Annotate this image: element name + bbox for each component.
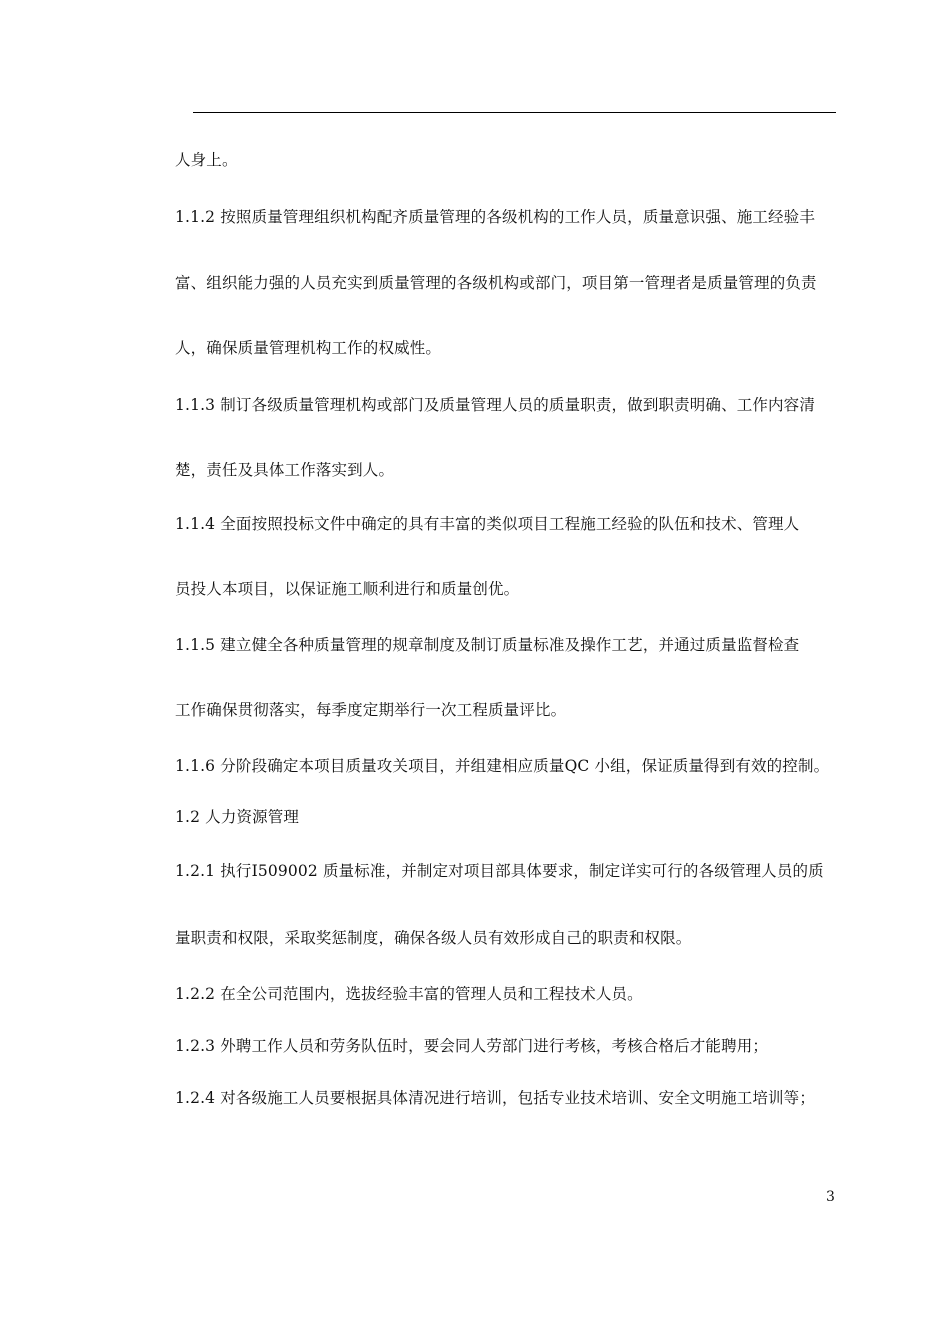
text-line: 工作确保贯彻落实，每季度定期举行一次工程质量评比。	[175, 701, 567, 719]
text-line: 1.1.5 建立健全各种质量管理的规章制度及制订质量标准及操作工艺，并通过质量监督检查	[175, 636, 800, 654]
text-line: 1.1.4 全面按照投标文件中确定的具有丰富的类似项目工程施工经验的队伍和技术、管理人	[175, 515, 800, 533]
text-line: 1.2.2 在全公司范围内，选拔经验丰富的管理人员和工程技术人员。	[175, 985, 643, 1003]
text-line: 富、组织能力强的人员充实到质量管理的各级机构或部门，项目第一管理者是质量管理的负责	[175, 274, 817, 292]
text-line: 1.1.3 制订各级质量管理机构或部门及质量管理人员的质量职责，做到职责明确、工作内容清	[175, 396, 815, 414]
text-line: 人，确保质量管理机构工作的权威性。	[175, 339, 442, 357]
header-rule	[193, 112, 836, 113]
text-line: 1.2.3 外聘工作人员和劳务队伍时，要会同人劳部门进行考核，考核合格后才能聘用；	[175, 1037, 769, 1055]
section-heading: 1.2 人力资源管理	[175, 808, 300, 826]
text-line: 量职责和权限，采取奖惩制度，确保各级人员有效形成自己的职责和权限。	[175, 929, 692, 947]
page-number: 3	[826, 1189, 835, 1205]
text-line: 1.2.1 执行I509002 质量标准，并制定对项目部具体要求，制定详实可行的各级管理人员的质	[175, 862, 824, 880]
text-line: 1.1.6 分阶段确定本项目质量攻关项目，并组建相应质量QC 小组，保证质量得到有效的控制。	[175, 757, 830, 775]
text-line: 楚，责任及具体工作落实到人。	[175, 461, 395, 479]
text-line: 1.1.2 按照质量管理组织机构配齐质量管理的各级机构的工作人员，质量意识强、施工经验丰	[175, 208, 815, 226]
text-line: 1.2.4 对各级施工人员要根据具体清况进行培训，包括专业技术培训、安全文明施工培训等；	[175, 1089, 815, 1107]
text-line: 人身上。	[175, 151, 238, 169]
text-line: 员投人本项目，以保证施工顺利进行和质量创优。	[175, 580, 520, 598]
